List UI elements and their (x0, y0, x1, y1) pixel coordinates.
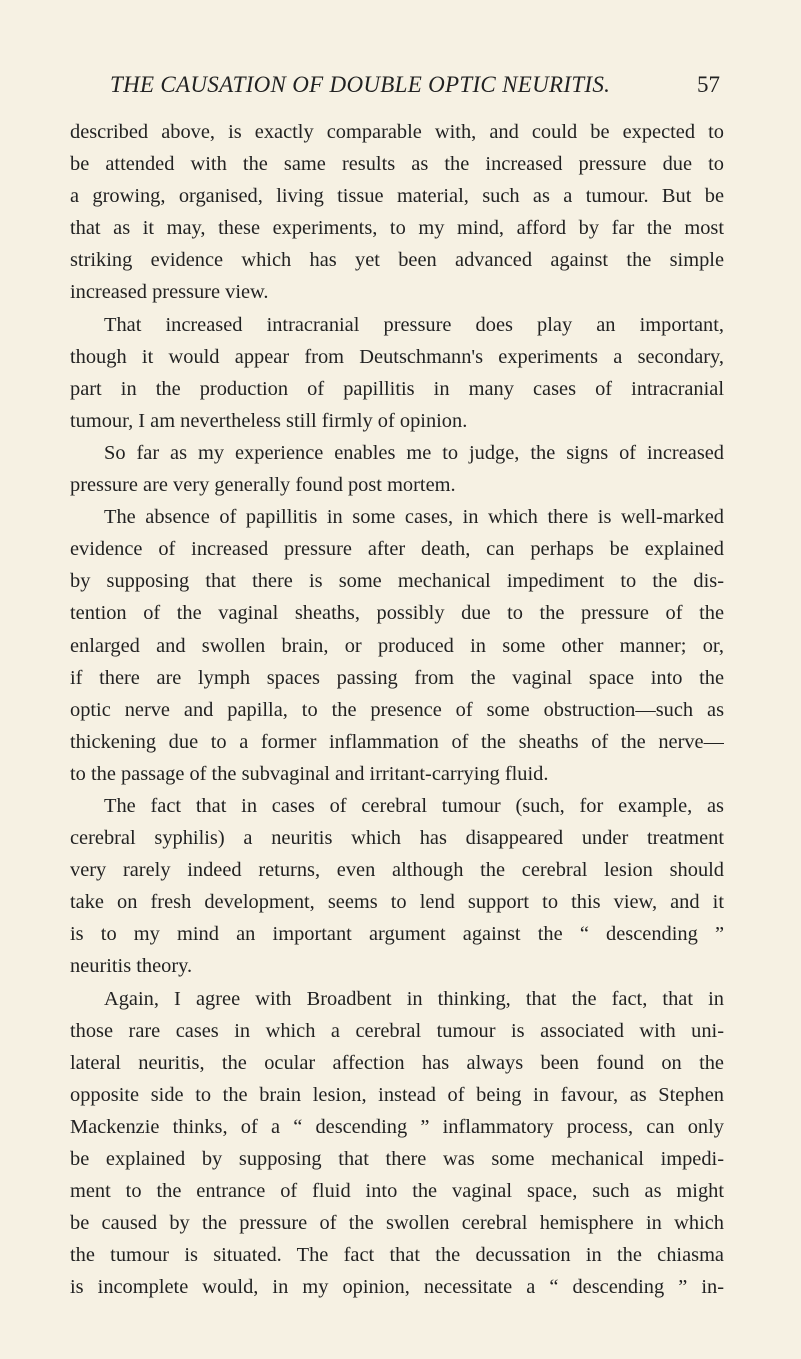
body-text (70, 116, 724, 1303)
text-line: very rarely indeed returns, even although the cerebral lesion should (70, 859, 724, 882)
page-number: 57 (697, 72, 720, 97)
text-line: that as it may, these experiments, to my mind, afford by far the most (70, 217, 724, 240)
text-line: tention of the vaginal sheaths, possibly due to the pressure of the (70, 602, 724, 625)
text-line: is incomplete would, in my opinion, necessitate a “ descending ” in- (70, 1276, 724, 1299)
text-line: neuritis theory. (70, 955, 193, 978)
text-line: The absence of papillitis in some cases, in which there is well-marked (104, 506, 724, 529)
text-line: to the passage of the subvaginal and irritant-carrying fluid. (70, 762, 549, 785)
page-header (110, 72, 720, 102)
text-line: opposite side to the brain lesion, instead of being in favour, as Stephen (70, 1083, 724, 1106)
text-line: part in the production of papillitis in many cases of intracranial (70, 377, 724, 400)
text-line: cerebral syphilis) a neuritis which has disappeared under treatment (70, 827, 724, 850)
text-line: be caused by the pressure of the swollen cerebral hemisphere in which (70, 1212, 724, 1235)
text-line: evidence of increased pressure after death, can perhaps be explained (70, 538, 724, 561)
text-line: increased pressure view. (70, 281, 269, 304)
text-line: thickening due to a former inflammation of the sheaths of the nerve— (70, 730, 724, 753)
running-title: THE CAUSATION OF DOUBLE OPTIC NEURITIS. (110, 72, 611, 97)
text-line: be explained by supposing that there was some mechanical impedi- (70, 1148, 724, 1170)
text-line: though it would appear from Deutschmann's experiments a secondary, (70, 345, 724, 368)
text-line: the tumour is situated. The fact that the decussation in the chiasma (70, 1244, 724, 1267)
text-line: Again, I agree with Broadbent in thinking, that the fact, that in (104, 987, 724, 1010)
text-line: described above, is exactly comparable with, and could be expected to (70, 121, 724, 143)
text-line: ment to the entrance of fluid into the vaginal space, such as might (70, 1180, 724, 1203)
text-line: The fact that in cases of cerebral tumour (such, for example, as (104, 794, 724, 817)
text-line: a growing, organised, living tissue material, such as a tumour. But be (70, 185, 724, 208)
text-line: enlarged and swollen brain, or produced in some other manner; or, (70, 634, 724, 657)
text-line: So far as my experience enables me to judge, the signs of increased (104, 441, 724, 464)
text-line: pressure are very generally found post mortem. (70, 474, 456, 497)
text-line: tumour, I am nevertheless still firmly of opinion. (70, 409, 468, 432)
text-line: Mackenzie thinks, of a “ descending ” inflammatory process, can only (70, 1115, 724, 1138)
text-line: optic nerve and papilla, to the presence of some obstruction—such as (70, 698, 724, 721)
text-line: is to my mind an important argument against the “ descending ” (70, 923, 724, 946)
text-line: That increased intracranial pressure does play an important, (104, 313, 724, 336)
text-line: if there are lymph spaces passing from the vaginal space into the (70, 666, 724, 689)
text-line: by supposing that there is some mechanical impediment to the dis- (70, 570, 724, 593)
text-line: those rare cases in which a cerebral tumour is associated with uni- (70, 1019, 724, 1042)
text-line: striking evidence which has yet been advanced against the simple (70, 249, 724, 272)
text-line: lateral neuritis, the ocular affection has always been found on the (70, 1051, 724, 1074)
text-line: take on fresh development, seems to lend support to this view, and it (70, 891, 724, 914)
text-line: be attended with the same results as the increased pressure due to (70, 153, 724, 176)
